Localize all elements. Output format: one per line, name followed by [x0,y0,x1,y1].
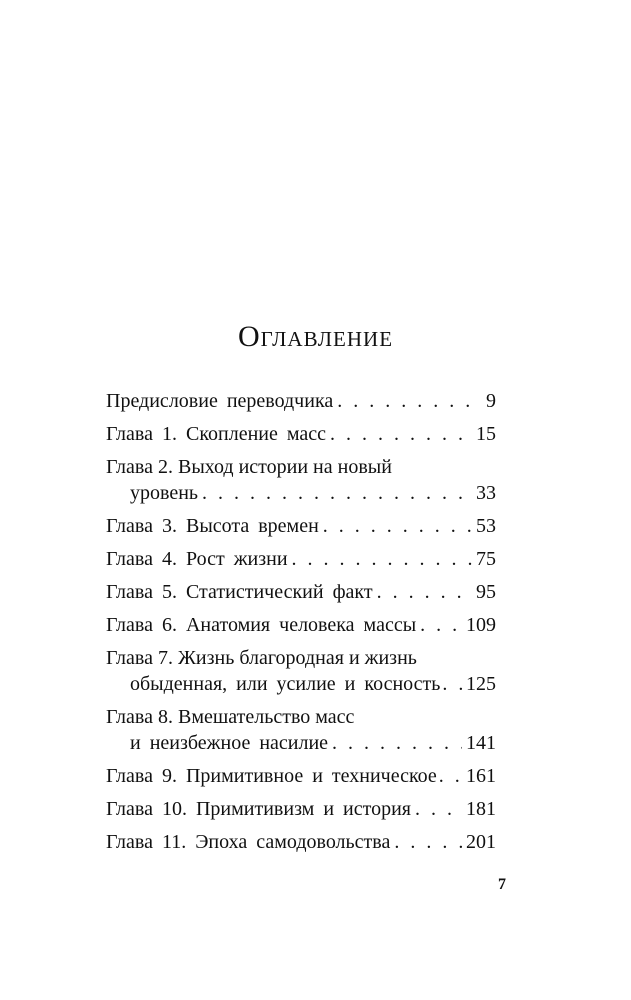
toc-page-number: 95 [476,581,496,603]
toc-entry-first-line: Глава 7. Жизнь благородная и жизнь [106,647,417,669]
toc-entry-text: Глава 1. Скопление масс [106,423,327,445]
toc-entry-text: Глава 4. Рост жизни [106,548,288,570]
toc-title: Оглавление [237,320,394,353]
toc-entry-text: Глава 11. Эпоха самодовольства [106,831,391,853]
toc-page-number: 181 [466,798,496,820]
dot-leader [415,796,462,822]
dot-leader [330,421,472,447]
toc-entry-text: Глава 6. Анатомия человека массы [106,614,417,636]
toc-page-number: 9 [486,390,496,412]
dot-leader [439,763,464,789]
toc-page-number: 75 [476,548,496,570]
dot-leader [394,829,462,855]
dot-leader [442,671,464,697]
toc-entry-text: Глава 5. Статистический факт [106,581,373,603]
toc-page-number: 201 [466,831,496,853]
dot-leader [202,480,472,506]
toc-page-number: 15 [476,423,496,445]
toc-entry-preface[interactable] [106,388,496,414]
dot-leader [377,579,472,605]
toc-page-number: 161 [466,765,496,787]
toc-page-number: 125 [466,673,496,695]
toc-entry-chapter-10[interactable] [106,796,496,822]
toc-entry-text: обыденная, или усилие и косность [130,673,441,695]
dot-leader [337,388,482,414]
dot-leader [292,546,472,572]
toc-entry-chapter-8[interactable] [106,704,496,756]
toc-entry-text: Глава 10. Примитивизм и история [106,798,412,820]
toc-entry-text: Глава 3. Высота времен [106,515,319,537]
toc-entry-chapter-3[interactable] [106,513,496,539]
toc-entry-chapter-11[interactable] [106,829,496,855]
dot-leader [332,730,462,756]
toc-entry-text: уровень [130,482,199,504]
toc-page-number: 109 [466,614,496,636]
toc-entry-text: Глава 9. Примитивное и техническое [106,765,437,787]
toc-entry-chapter-6[interactable] [106,612,496,638]
toc-entry-text: и неизбежное насилие [130,732,329,754]
toc-entry-chapter-2[interactable] [106,454,496,506]
toc-entry-chapter-1[interactable] [106,421,496,447]
toc-entry-text: Предисловие переводчика [106,390,334,412]
page-number: 7 [498,876,506,893]
toc-entry-first-line: Глава 8. Вмешательство масс [106,706,355,728]
toc-page-number: 33 [476,482,496,504]
dot-leader [323,513,472,539]
dot-leader [420,612,462,638]
toc-entry-chapter-7[interactable] [106,645,496,697]
toc-entry-first-line: Глава 2. Выход истории на новый [106,456,392,478]
toc-entry-chapter-5[interactable] [106,579,496,605]
table-of-contents [106,388,496,862]
toc-page-number: 53 [476,515,496,537]
toc-entry-chapter-9[interactable] [106,763,496,789]
toc-page-number: 141 [466,732,496,754]
toc-entry-chapter-4[interactable] [106,546,496,572]
